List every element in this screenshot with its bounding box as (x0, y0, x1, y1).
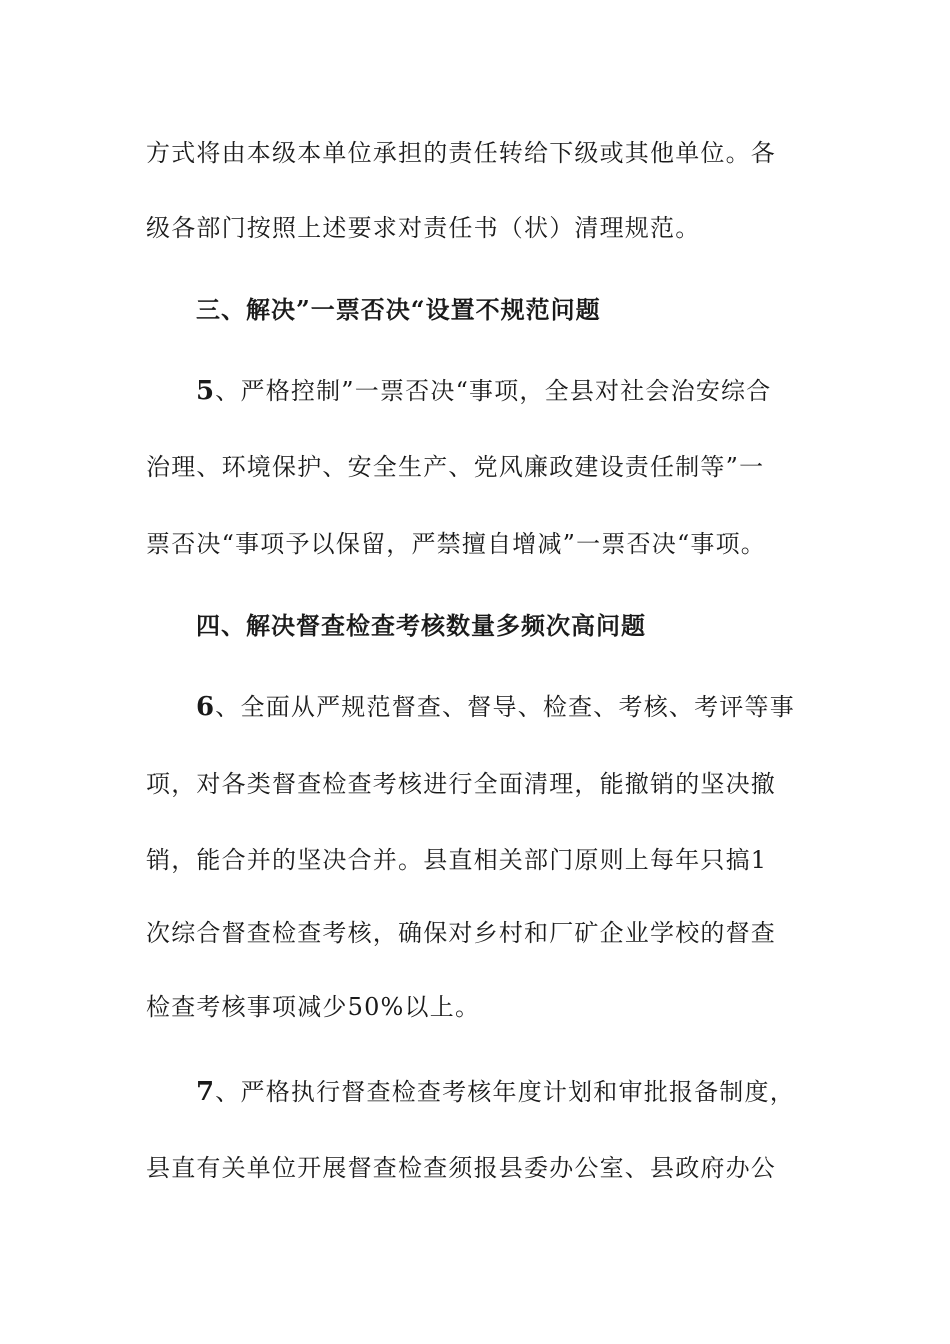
paragraph-line: 方式将由本级本单位承担的责任转给下级或其他单位。各 (146, 139, 776, 167)
paragraph-line: 票否决“事项予以保留，严禁擅自增减”一票否决“事项。 (146, 530, 767, 558)
item-number: 7 (196, 1077, 216, 1107)
section-heading-3: 三、解决”一票否决“设置不规范问题 (196, 295, 601, 324)
paragraph-text: 、全面从严规范督查、督导、检查、考核、考评等事 (215, 693, 795, 721)
paragraph-line: 级各部门按照上述要求对责任书（状）清理规范。 (146, 214, 701, 242)
paragraph-line (196, 692, 795, 722)
paragraph-text: 、严格执行督查检查考核年度计划和审批报备制度， (215, 1078, 795, 1106)
paragraph-line: 县直有关单位开展督查检查须报县委办公室、县政府办公 (146, 1154, 776, 1182)
item-number: 5 (196, 376, 216, 406)
paragraph-line: 项，对各类督查检查考核进行全面清理，能撤销的坚决撤 (146, 770, 776, 798)
paragraph-line: 销，能合并的坚决合并。县直相关部门原则上每年只搞1 (146, 846, 768, 874)
paragraph-line: 治理、环境保护、安全生产、党风廉政建设责任制等”一 (146, 453, 765, 481)
paragraph-line (196, 376, 771, 406)
paragraph-line: 次综合督查检查考核，确保对乡村和厂矿企业学校的督查 (146, 919, 776, 947)
item-number: 6 (196, 692, 216, 722)
paragraph-line: 检查考核事项减少50%以上。 (146, 993, 481, 1021)
paragraph-text: 、严格控制”一票否决“事项，全县对社会治安综合 (215, 377, 772, 405)
section-heading-4: 四、解决督查检查考核数量多频次高问题 (196, 611, 646, 640)
paragraph-line (196, 1077, 795, 1107)
